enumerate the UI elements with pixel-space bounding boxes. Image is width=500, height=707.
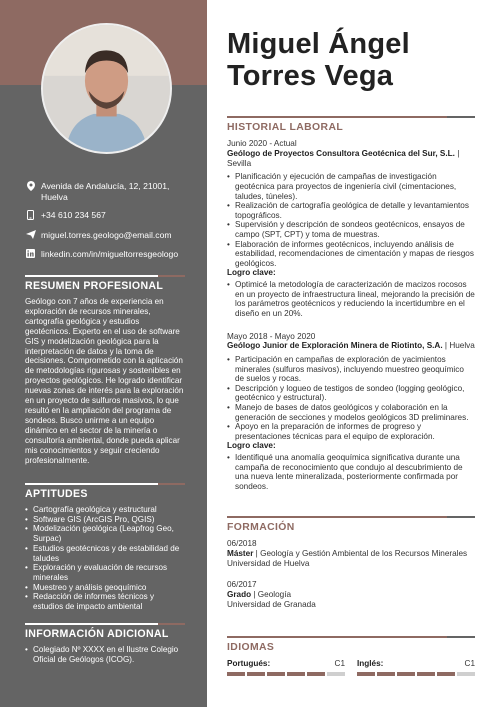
key-achievement: • Optimicé la metodología de caracterización de macizos rocosos en un proyecto de infraestructura lineal, mejorando la precisión de los parámetros geotécnicos y reduciendo la incertidumbre en el diseño en un 20%. (227, 280, 475, 318)
phone-text[interactable]: +34 610 234 567 (41, 210, 106, 220)
job-bullet: • Manejo de bases de datos geológicos y colaboración en la generación de secciones y modelos geológicos 3D preliminares. (227, 403, 475, 422)
skills-section (25, 483, 185, 612)
language-level-segment (247, 672, 265, 676)
skill-item: • Exploración y evaluación de recursos minerales (25, 563, 185, 582)
skills-rule (25, 483, 185, 485)
summary-text: Geólogo con 7 años de experiencia en exploración de recursos minerales, cartografía geológica y estudios geotécnicos. Experto en el uso de software GIS y modelización geológica para la interpretación de datos y la toma de decisiones. Comprometido con la aplicación de metodologías rigurosas y sostenibles en proyectos geológicos. He logrado identificar nuevas zonas de interés para la exploración en un proyecto de sulfuros masivos, lo que resultó en la ampliación del programa de sondeos. Busco unirme a un equipo dinámico en el sector de la minería o consultoría ambiental, donde pueda aplicar mis conocimientos y seguir creciendo profesionalmente. (25, 297, 184, 465)
summary-title: RESUMEN PROFESIONAL (25, 280, 164, 292)
job-bullet: • Descripción y logueo de testigos de sondeo (logging geológico, geotécnico y estructural). (227, 384, 475, 403)
job-dates: Mayo 2018 - Mayo 2020 (227, 331, 316, 341)
key-achievement-label: Logro clave: (227, 441, 276, 451)
language-name: Inglés: (357, 659, 384, 668)
job-heading (227, 149, 475, 169)
language-level-bar (357, 672, 475, 676)
language-item (227, 659, 345, 676)
education-rule (227, 516, 475, 518)
languages-title: IDIOMAS (227, 642, 275, 653)
profile-photo (41, 23, 172, 154)
skill-item: • Software GIS (ArcGIS Pro, QGIS) (25, 515, 185, 525)
work-section (227, 116, 475, 492)
language-level-segment (417, 672, 435, 676)
skill-item: • Cartografía geológica y estructural (25, 505, 185, 515)
phone-icon (25, 210, 36, 223)
language-level-segment (457, 672, 475, 676)
language-level: C1 (464, 659, 475, 668)
language-level-segment (307, 672, 325, 676)
summary-rule (25, 275, 185, 277)
summary-section (25, 275, 185, 465)
job-place: Sevilla (227, 158, 252, 168)
job-bullet: • Planificación y ejecución de campañas de investigación geotécnica para proyectos de ingeniería civil (cimentaciones, taludes, túneles). (227, 172, 475, 201)
contact-block (25, 181, 195, 268)
key-achievement-label: Logro clave: (227, 268, 276, 278)
language-item (357, 659, 475, 676)
contact-address (25, 181, 195, 203)
name-line-1: Miguel Ángel (227, 28, 410, 60)
education-degree-line (227, 549, 475, 559)
job-dates: Junio 2020 - Actual (227, 139, 297, 148)
job-bullet: • Elaboración de informes geotécnicos, incluyendo análisis de estabilidad, recomendaciones de cimentación y mapas de riesgos geológicos. (227, 240, 475, 269)
job-bullet: • Supervisión y descripción de sondeos geotécnicos, ensayos de campo (SPT, CPT) y toma de muestras. (227, 220, 475, 239)
sidebar (0, 0, 207, 707)
skills-list (25, 505, 185, 612)
education-degree: Grado (227, 590, 252, 600)
skill-item: • Muestreo y análisis geoquímico (25, 583, 185, 593)
contact-email (25, 230, 195, 242)
name-line-2: Torres Vega (227, 60, 394, 92)
job-separator: | (454, 148, 460, 158)
email-link[interactable]: miguel.torres.geologo@email.com (41, 230, 172, 240)
education-title: FORMACIÓN (227, 522, 295, 533)
education-date: 06/2018 (227, 539, 257, 548)
language-level-segment (227, 672, 245, 676)
skill-item: • Redacción de informes técnicos y estudios de impacto ambiental (25, 592, 185, 611)
languages-list (227, 659, 475, 676)
language-level-segment (397, 672, 415, 676)
language-level-bar (227, 672, 345, 676)
education-field: | Geología y Gestión Ambiental de los Recursos Minerales (253, 548, 468, 558)
address-text: Avenida de Andalucía, 12, 21001, Huelva (41, 181, 170, 202)
skill-item: • Estudios geotécnicos y de estabilidad de taludes (25, 544, 185, 563)
additional-section (25, 623, 185, 664)
job-bullets (227, 172, 475, 268)
language-level: C1 (334, 659, 345, 668)
education-date: 06/2017 (227, 580, 257, 590)
language-head (227, 659, 345, 668)
contact-linkedin (25, 249, 195, 261)
job-place: Huelva (449, 341, 475, 351)
job-entry (227, 139, 475, 319)
language-head (357, 659, 475, 668)
work-title: HISTORIAL LABORAL (227, 122, 344, 133)
key-achievement-list (227, 453, 475, 491)
job-bullet: • Participación en campañas de exploración de yacimientos minerales (sulfuros masivos), incluyendo muestreo geoquímico de suelos y rocas. (227, 355, 475, 384)
skills-title: APTITUDES (25, 488, 88, 500)
work-rule (227, 116, 475, 118)
education-school: Universidad de Granada (227, 599, 316, 609)
language-level-segment (437, 672, 455, 676)
additional-title: INFORMACIÓN ADICIONAL (25, 628, 169, 640)
contact-phone (25, 210, 195, 223)
job-role: Geólogo Junior de Exploración Minera de Riotinto, S.A. (227, 341, 443, 351)
profile-photo-illustration (43, 25, 170, 152)
job-separator: | (442, 341, 450, 351)
skill-item: • Modelización geológica (Leapfrog Geo, Surpac) (25, 524, 185, 543)
job-entry (227, 332, 475, 492)
additional-rule (25, 623, 185, 625)
languages-rule (227, 636, 475, 638)
job-bullets (227, 355, 475, 441)
job-heading (227, 341, 475, 351)
language-name: Portugués: (227, 659, 271, 668)
linkedin-icon (25, 249, 36, 261)
languages-section (227, 636, 475, 676)
job-bullet: • Realización de cartografía geológica de detalle y levantamientos topográficos. (227, 201, 475, 220)
job-bullet: • Apoyo en la preparación de informes de progreso y presentaciones técnicas para el equipo de exploración. (227, 422, 475, 441)
education-field: | Geología (251, 590, 292, 600)
language-level-segment (377, 672, 395, 676)
additional-item: • Colegiado Nº XXXX en el Ilustre Colegio Oficial de Geólogos (ICOG). (25, 645, 185, 664)
key-achievement-list (227, 280, 475, 318)
location-pin-icon (25, 181, 36, 194)
person-name (227, 28, 410, 92)
additional-list (25, 645, 185, 664)
education-entry (227, 539, 475, 568)
key-achievement: • Identifiqué una anomalía geoquímica significativa durante una campaña de reconocimiento que condujo al descubrimiento de una nueva lente mineralizada, posteriormente confirmada por sondeos. (227, 453, 475, 491)
education-degree: Máster (227, 548, 254, 558)
education-entry (227, 580, 475, 609)
language-level-segment (267, 672, 285, 676)
send-icon (25, 230, 36, 242)
linkedin-link[interactable]: linkedin.com/in/migueltorresgeologo (41, 249, 179, 259)
language-level-segment (327, 672, 345, 676)
language-level-segment (357, 672, 375, 676)
education-school: Universidad de Huelva (227, 558, 310, 568)
language-level-segment (287, 672, 305, 676)
education-section (227, 516, 475, 610)
job-role: Geólogo de Proyectos Consultora Geotécnica del Sur, S.L. (227, 148, 455, 158)
education-degree-line (227, 590, 475, 600)
